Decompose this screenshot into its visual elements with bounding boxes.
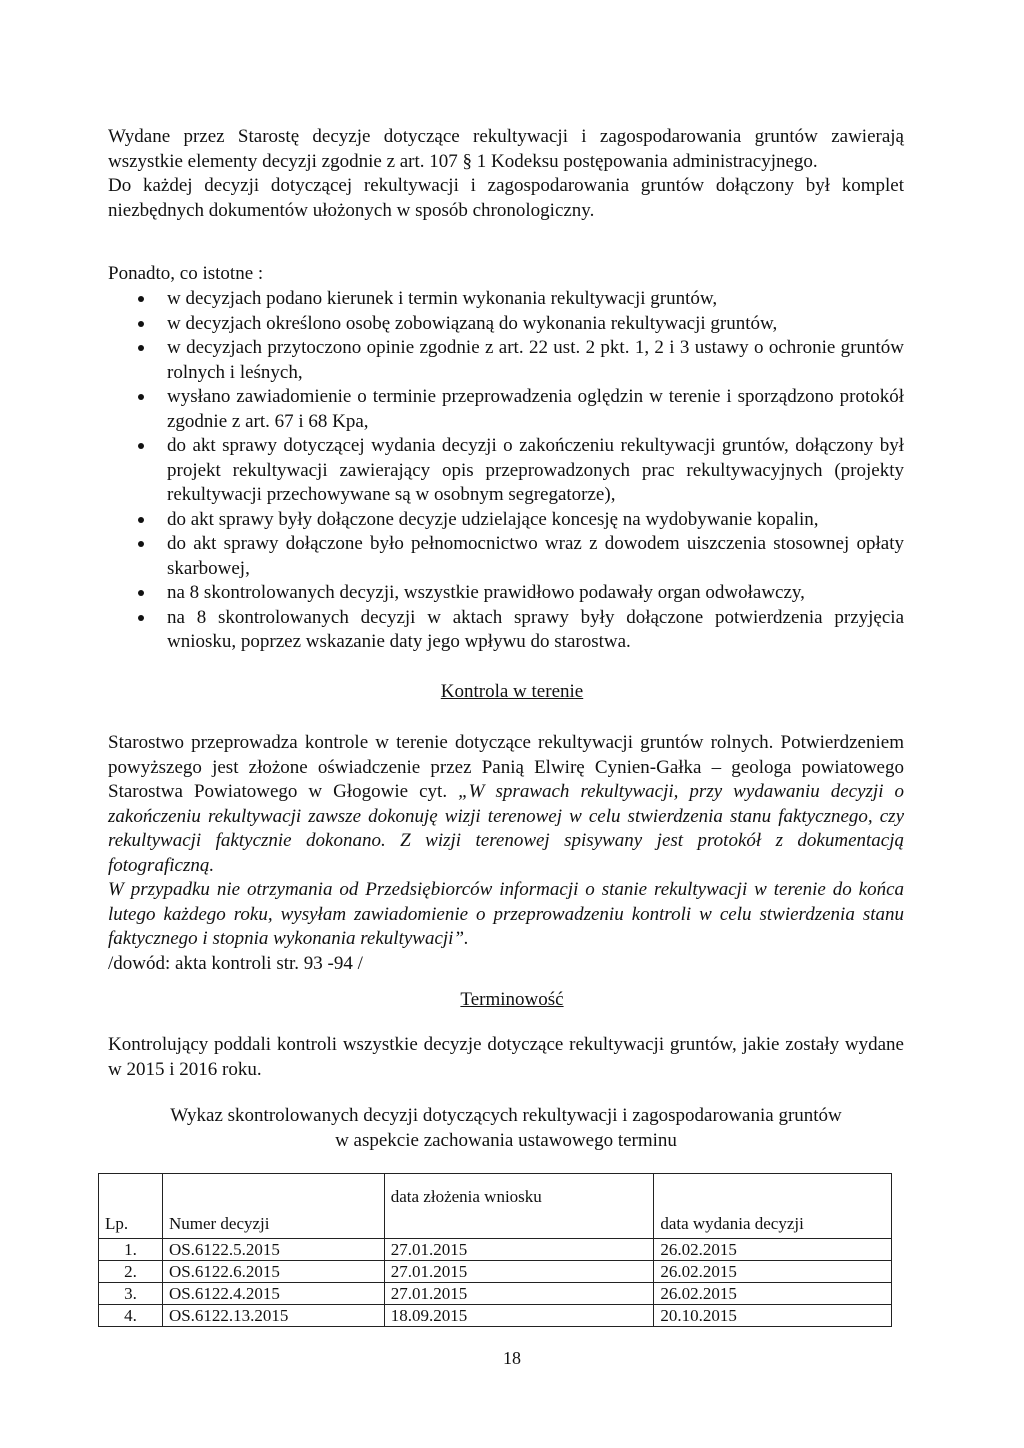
cell-numer: OS.6122.4.2015 [162,1283,384,1305]
bullet-item: do akt sprawy dołączone było pełnomocnictwo wraz z dowodem uiszczenia stosownej opłaty skarbowej, [108,532,904,581]
table-caption [108,1104,904,1153]
cell-lp: 2. [99,1261,163,1283]
cell-data-zlozenia: 18.09.2015 [384,1305,654,1327]
intro-paragraph-2: Do każdej decyzji dotyczącej rekultywacji i zagospodarowania gruntów dołączony był komplet niezbędnych dokumentów ułożonych w sposób chronologiczny. [108,175,904,221]
cell-numer: OS.6122.6.2015 [162,1261,384,1283]
cell-data-wydania: 26.02.2015 [654,1261,892,1283]
terminowosc-section [108,1033,904,1082]
section-heading-kontrola: Kontrola w terenie [440,681,584,702]
bullet-list [108,287,904,655]
table-caption-line-2: w aspekcie zachowania ustawowego terminu [335,1129,677,1151]
bullet-item: w decyzjach przytoczono opinie zgodnie z art. 22 ust. 2 pkt. 1, 2 i 3 ustawy o ochronie gruntów rolnych i leśnych, [108,336,904,385]
bullet-item: wysłano zawiadomienie o terminie przeprowadzenia oględzin w terenie i sporządzono protokół zgodnie z art. 67 i 68 Kpa, [108,385,904,434]
column-header-data-wydania: data wydania decyzji [654,1174,892,1239]
bullet-item: do akt sprawy dotyczącej wydania decyzji o zakończeniu rekultywacji gruntów, dołączony był projekt rekultywacji zawierający opis przeprowadzonych prac rekultywacyjnych (projekty rekultywacji przechowywane są w osobnym segregatorze), [108,434,904,508]
bullet-item: na 8 skontrolowanych decyzji, wszystkie prawidłowo podawały organ odwoławczy, [108,581,904,606]
column-header-lp: Lp. [99,1174,163,1239]
bullet-item: w decyzjach podano kierunek i termin wykonania rekultywacji gruntów, [108,287,904,312]
section-heading-terminowosc: Terminowość [460,989,564,1010]
cell-numer: OS.6122.5.2015 [162,1239,384,1261]
ponadto-label: Ponadto, co istotne : [108,263,264,284]
cell-data-wydania: 26.02.2015 [654,1239,892,1261]
intro-section [108,125,904,223]
bullet-item: w decyzjach określono osobę zobowiązaną do wykonania rekultywacji gruntów, [108,312,904,337]
column-header-numer: Numer decyzji [162,1174,384,1239]
cell-data-zlozenia: 27.01.2015 [384,1283,654,1305]
kontrola-quote-part-1: „W sprawach rekultywacji, przy wydawaniu decyzji o zakończeniu rekultywacji zawsze dokonuję wizji terenowej w celu stwierdzenia stanu faktycznego, czy rekultywacji faktycznie dokonano. Z wizji terenowej spisywany jest protokół z dokumentacją fotograficzną. [108,781,905,876]
kontrola-section [108,731,904,976]
table-row [99,1305,892,1327]
column-header-data-zlozenia: data złożenia wniosku [384,1174,654,1239]
bullet-item: na 8 skontrolowanych decyzji w aktach sprawy były dołączone potwierdzenia przyjęcia wniosku, poprzez wskazanie daty jego wpływu do starostwa. [108,606,904,655]
kontrola-quote-part-2: W przypadku nie otrzymania od Przedsiębiorców informacji o stanie rekultywacji w terenie do końca lutego każdego roku, wysyłam zawiadomienie o przeprowadzeniu kontroli w celu stwierdzenia stanu faktycznego i stopnia wykonania rekultywacji”. [108,879,904,949]
evidence-reference: /dowód: akta kontroli str. 93 -94 / [108,952,363,974]
page-number: 18 [503,1348,521,1368]
intro-paragraph-1: Wydane przez Starostę decyzje dotyczące rekultywacji i zagospodarowania gruntów zawierają wszystkie elementy decyzji zgodnie z art. 107 § 1 Kodeksu postępowania administracyjnego. [108,126,904,172]
cell-data-wydania: 26.02.2015 [654,1283,892,1305]
terminowosc-text: Kontrolujący poddali kontroli wszystkie decyzje dotyczące rekultywacji gruntów, jakie zostały wydane w 2015 i 2016 roku. [108,1034,904,1080]
cell-lp: 3. [99,1283,163,1305]
cell-data-zlozenia: 27.01.2015 [384,1239,654,1261]
cell-data-wydania: 20.10.2015 [654,1305,892,1327]
cell-lp: 1. [99,1239,163,1261]
table-header-row [99,1174,892,1239]
table-caption-line-1: Wykaz skontrolowanych decyzji dotyczących rekultywacji i zagospodarowania gruntów [170,1105,842,1126]
table-row [99,1261,892,1283]
cell-lp: 4. [99,1305,163,1327]
cell-numer: OS.6122.13.2015 [162,1305,384,1327]
cell-data-zlozenia: 27.01.2015 [384,1261,654,1283]
kontrola-text: Starostwo przeprowadza kontrole w terenie dotyczące rekultywacji gruntów rolnych. Potwierdzeniem powyższego jest złożone oświadczenie przez Panią Elwirę Cynien-Gałka – geologa powiatowego Starostwa Powiatowego w Głogowie cyt. [108,732,904,802]
bullet-item: do akt sprawy były dołączone decyzje udzielające koncesję na wydobywanie kopalin, [108,508,904,533]
table-row [99,1283,892,1305]
bullet-list-section [108,287,904,655]
table-row [99,1239,892,1261]
decisions-table [98,1173,892,1327]
